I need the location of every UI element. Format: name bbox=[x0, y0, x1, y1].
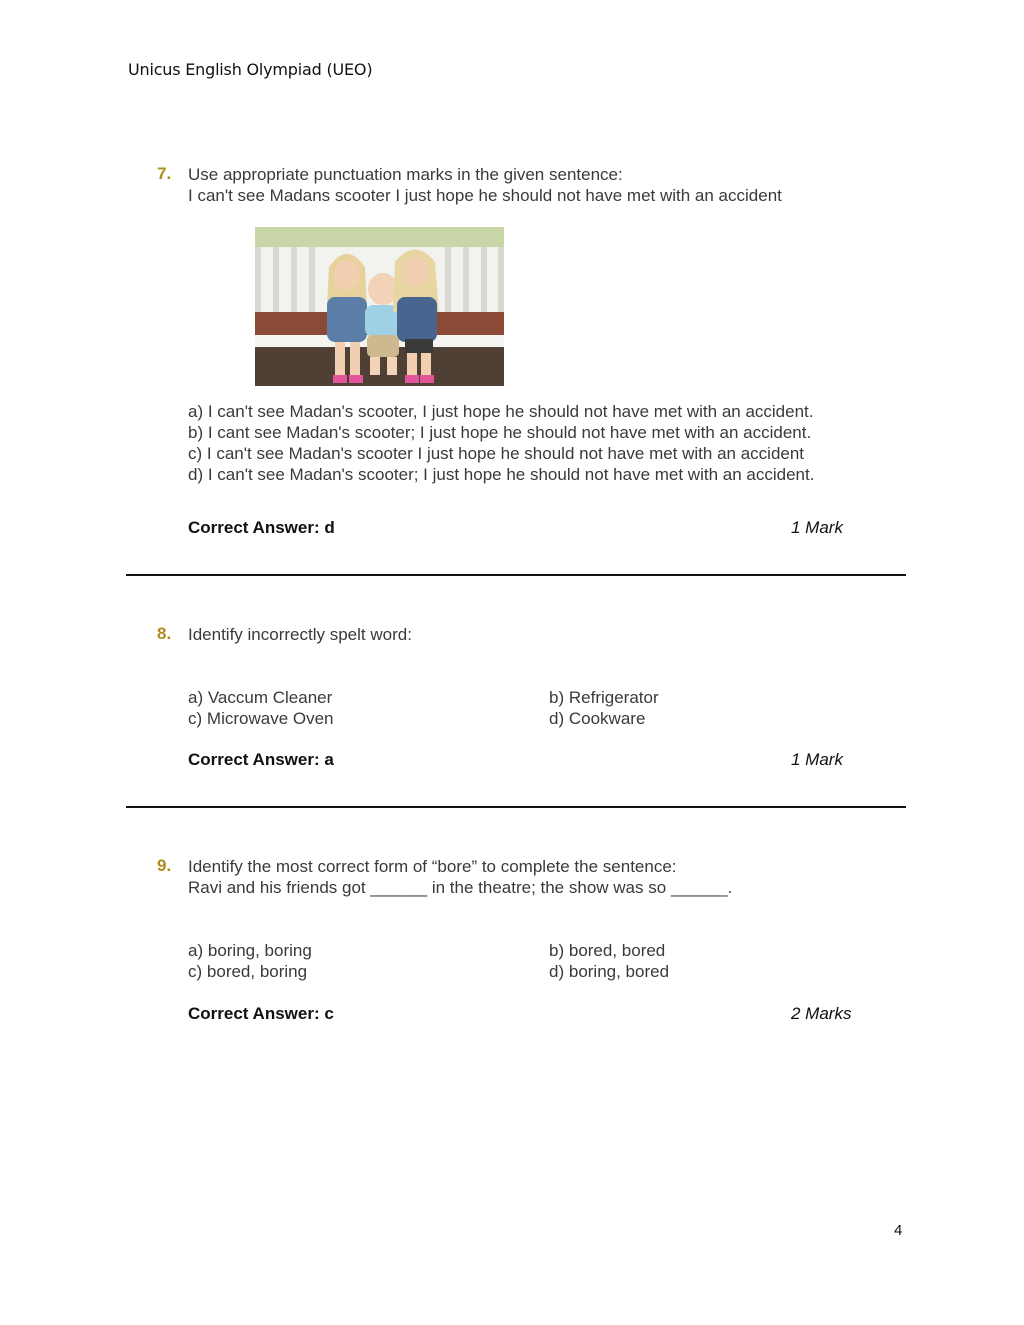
option-a bbox=[188, 687, 332, 708]
option-text: I can't see Madan's scooter; I just hope he should not have met with an accident. bbox=[207, 465, 815, 484]
option-letter: c) bbox=[188, 444, 203, 463]
question-9-marks: 2 Marks bbox=[791, 1004, 852, 1023]
option-text: Vaccum Cleaner bbox=[207, 688, 333, 707]
option-letter: a) bbox=[188, 402, 204, 421]
option-text: I can't see Madan's scooter, I just hope he should not have met with an accident. bbox=[207, 402, 814, 421]
option-text: boring, boring bbox=[207, 941, 312, 960]
option-text: boring, bored bbox=[568, 962, 670, 981]
option-b bbox=[549, 687, 659, 708]
option-d bbox=[549, 708, 645, 729]
question-7-marks: 1 Mark bbox=[791, 518, 843, 537]
option-a bbox=[188, 401, 814, 422]
option-b bbox=[549, 940, 665, 961]
question-7-number: 7. bbox=[157, 164, 172, 183]
question-9-prompt-line: Ravi and his friends got ______ in the theatre; the show was so ______. bbox=[188, 878, 733, 897]
question-7-options bbox=[188, 401, 814, 485]
option-text: Microwave Oven bbox=[206, 709, 334, 728]
option-text: bored, bored bbox=[568, 941, 666, 960]
option-letter: b) bbox=[549, 688, 565, 707]
option-letter: d) bbox=[549, 962, 565, 981]
document-header: Unicus English Olympiad (UEO) bbox=[128, 60, 373, 79]
question-9-correct-answer: Correct Answer: c bbox=[188, 1004, 334, 1023]
question-8-number: 8. bbox=[157, 624, 172, 643]
question-8-prompt: Identify incorrectly spelt word: bbox=[188, 625, 412, 644]
option-letter: d) bbox=[188, 465, 204, 484]
question-9-prompt-line: Identify the most correct form of “bore” to complete the sentence: bbox=[188, 857, 677, 876]
option-c bbox=[188, 961, 307, 982]
question-9-prompt bbox=[188, 856, 732, 898]
option-c bbox=[188, 443, 814, 464]
option-c bbox=[188, 708, 334, 729]
question-7-prompt bbox=[188, 164, 782, 206]
option-letter: c) bbox=[188, 709, 203, 728]
question-7-prompt-line: Use appropriate punctuation marks in the given sentence: bbox=[188, 165, 623, 184]
question-8-correct-answer: Correct Answer: a bbox=[188, 750, 334, 769]
option-letter: a) bbox=[188, 688, 204, 707]
option-letter: b) bbox=[188, 423, 204, 442]
page-number: 4 bbox=[894, 1222, 903, 1239]
section-divider bbox=[126, 806, 906, 808]
option-letter: a) bbox=[188, 941, 204, 960]
option-text: Cookware bbox=[568, 709, 646, 728]
option-a bbox=[188, 940, 312, 961]
option-text: I cant see Madan's scooter; I just hope he should not have met with an accident. bbox=[207, 423, 812, 442]
section-divider bbox=[126, 574, 906, 576]
option-letter: d) bbox=[549, 709, 565, 728]
children-photo bbox=[255, 227, 504, 386]
option-d bbox=[549, 961, 669, 982]
question-7-prompt-line: I can't see Madans scooter I just hope he should not have met with an accident bbox=[188, 186, 782, 205]
option-text: I can't see Madan's scooter I just hope he should not have met with an accident bbox=[206, 444, 805, 463]
option-b bbox=[188, 422, 814, 443]
option-d bbox=[188, 464, 814, 485]
option-text: Refrigerator bbox=[568, 688, 659, 707]
option-letter: c) bbox=[188, 962, 203, 981]
option-text: bored, boring bbox=[206, 962, 308, 981]
question-7-correct-answer: Correct Answer: d bbox=[188, 518, 335, 537]
option-letter: b) bbox=[549, 941, 565, 960]
question-8-marks: 1 Mark bbox=[791, 750, 843, 769]
question-9-number: 9. bbox=[157, 856, 172, 875]
